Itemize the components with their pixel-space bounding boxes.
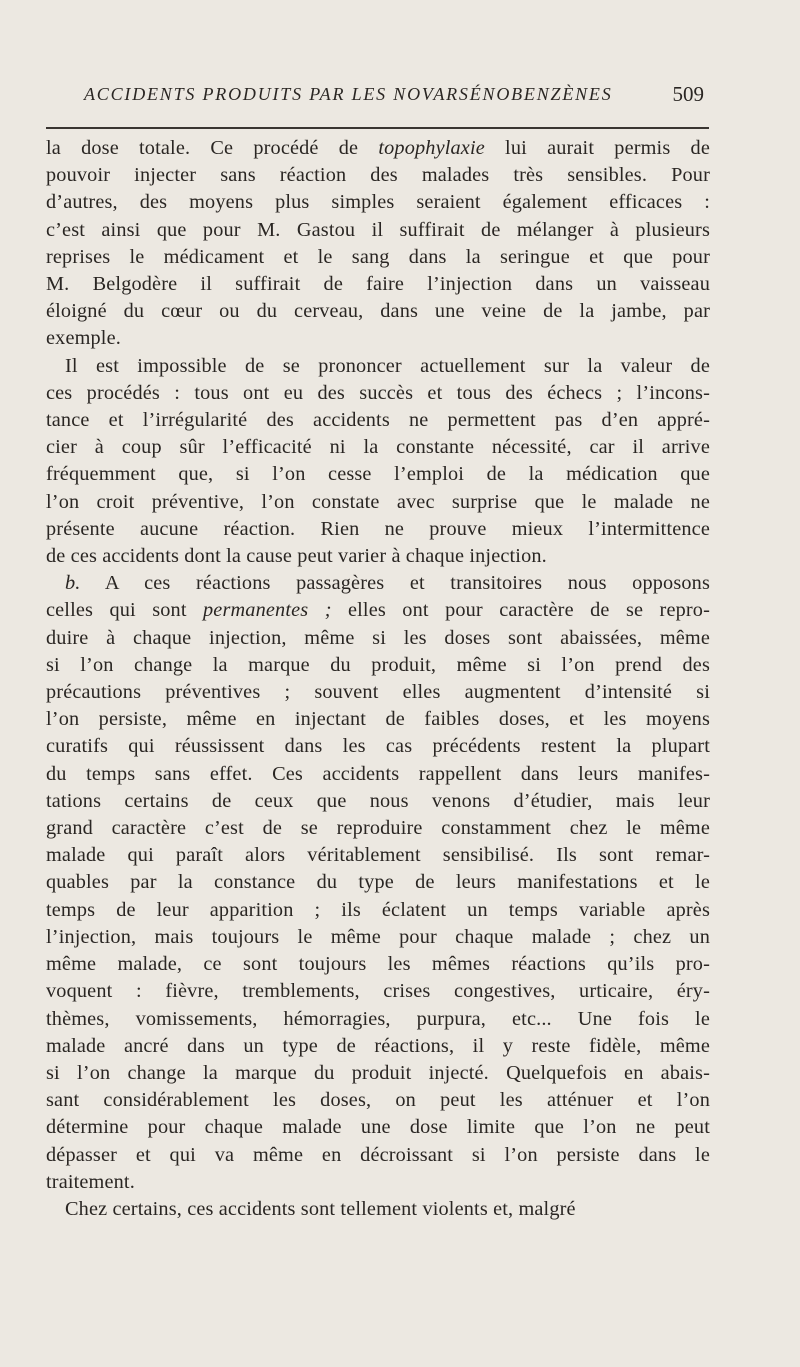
line-text: tance et l’irrégularité des accidents ne permettent pas d’en appré- xyxy=(46,409,710,432)
line-text: exemple. xyxy=(46,327,121,350)
text-line xyxy=(46,461,710,488)
text-line xyxy=(46,897,710,924)
text-line xyxy=(46,625,710,652)
text-line xyxy=(46,842,710,869)
line-text: tations certains de ceux que nous venons d’étudier, mais leur xyxy=(46,789,710,812)
text-line xyxy=(46,244,710,271)
line-text: malade ancré dans un type de réactions, il y reste fidèle, même xyxy=(46,1034,710,1057)
italic-text: b. xyxy=(65,572,81,595)
text-line xyxy=(46,1196,710,1223)
text-line xyxy=(46,761,710,788)
body-text xyxy=(46,135,710,1223)
header-rule xyxy=(46,127,709,129)
text-line xyxy=(46,1087,710,1114)
text-line xyxy=(46,189,710,216)
line-text: grand caractère c’est de se reproduire constamment chez le même xyxy=(46,817,710,840)
line-text: de ces accidents dont la cause peut varier à chaque injection. xyxy=(46,545,547,568)
line-text: sant considérablement les doses, on peut les atténuer et l’on xyxy=(46,1089,710,1112)
text-line xyxy=(46,1169,710,1196)
text-line xyxy=(46,1033,710,1060)
page-number: 509 xyxy=(672,82,704,106)
text-line xyxy=(46,1006,710,1033)
text-line xyxy=(46,353,710,380)
text-line xyxy=(46,978,710,1005)
text-line xyxy=(46,407,710,434)
line-text: celles qui sont xyxy=(46,599,204,622)
line-text: quables par la constance du type de leurs manifestations et le xyxy=(46,871,710,894)
line-text: duire à chaque injection, même si les doses sont abaissées, même xyxy=(46,626,710,649)
line-text: voquent : fièvre, tremblements, crises congestives, urticaire, éry- xyxy=(46,980,710,1003)
text-line xyxy=(46,516,710,543)
text-line xyxy=(46,924,710,951)
line-text: du temps sans effet. Ces accidents rappellent dans leurs manifes- xyxy=(46,762,710,785)
text-line xyxy=(46,1142,710,1169)
text-line xyxy=(46,951,710,978)
text-line xyxy=(46,597,710,624)
text-line xyxy=(46,271,710,298)
line-text: même malade, ce sont toujours les mêmes réactions qu’ils pro- xyxy=(46,953,710,976)
line-text: elles ont pour caractère de se repro- xyxy=(331,599,710,622)
line-text: la dose totale. Ce procédé de xyxy=(46,137,379,159)
text-line xyxy=(46,298,710,325)
line-text: curatifs qui réussissent dans les cas précédents restent la plupart xyxy=(46,735,710,758)
line-text: fréquemment que, si l’on cesse l’emploi de la médication que xyxy=(46,463,710,486)
text-line xyxy=(46,162,710,189)
text-line xyxy=(46,217,710,244)
text-line xyxy=(46,706,710,733)
line-text: pouvoir injecter sans réaction des malades très sensibles. Pour xyxy=(46,164,710,187)
line-text: temps de leur apparition ; ils éclatent un temps variable après xyxy=(46,898,710,921)
line-text: l’injection, mais toujours le même pour chaque malade ; chez un xyxy=(46,925,710,948)
text-line xyxy=(46,733,710,760)
line-text: ces procédés : tous ont eu des succès et tous des échecs ; l’incons- xyxy=(46,381,710,404)
text-line xyxy=(46,434,710,461)
line-text: l’on persiste, même en injectant de faibles doses, et les moyens xyxy=(46,708,710,731)
line-text: l’on croit préventive, l’on constate avec surprise que le malade ne xyxy=(46,490,710,513)
line-text: malade qui paraît alors véritablement sensibilisé. Ils sont remar- xyxy=(46,844,710,867)
line-text: Chez certains, ces accidents sont tellement violents et, malgré xyxy=(65,1197,576,1220)
line-text: d’autres, des moyens plus simples seraient également efficaces : xyxy=(46,191,710,214)
text-line xyxy=(46,135,710,162)
text-line xyxy=(46,1114,710,1141)
text-line xyxy=(46,570,710,597)
line-text: A ces réactions passagères et transitoires nous opposons xyxy=(80,572,710,595)
line-text: c’est ainsi que pour M. Gastou il suffirait de mélanger à plusieurs xyxy=(46,218,710,241)
line-text: Il est impossible de se prononcer actuellement sur la valeur de xyxy=(65,354,710,377)
text-line xyxy=(46,788,710,815)
line-text: M. Belgodère il suffirait de faire l’injection dans un vaisseau xyxy=(46,273,710,296)
line-text: si l’on change la marque du produit injecté. Quelquefois en abais- xyxy=(46,1061,710,1084)
line-text: présente aucune réaction. Rien ne prouve mieux l’intermittence xyxy=(46,517,710,540)
line-text: éloigné du cœur ou du cerveau, dans une veine de la jambe, par xyxy=(46,300,710,323)
text-line xyxy=(46,679,710,706)
text-line xyxy=(46,815,710,842)
text-line xyxy=(46,652,710,679)
running-title: ACCIDENTS PRODUITS PAR LES NOVARSÉNOBENZÈNES xyxy=(84,84,613,104)
line-text: reprises le médicament et le sang dans la seringue et que pour xyxy=(46,245,710,268)
text-line xyxy=(46,869,710,896)
line-text: lui aurait permis de xyxy=(484,137,710,159)
line-text: thèmes, vomissements, hémorragies, purpura, etc... Une fois le xyxy=(46,1007,710,1030)
line-text: cier à coup sûr l’efficacité ni la constante nécessité, car il arrive xyxy=(46,436,710,459)
line-text: détermine pour chaque malade une dose limite que l’on ne peut xyxy=(46,1116,710,1139)
line-text: traitement. xyxy=(46,1170,135,1193)
italic-text: topophylaxie xyxy=(378,137,485,159)
text-line xyxy=(46,1060,710,1087)
italic-text: permanentes ; xyxy=(203,599,332,622)
line-text: dépasser et qui va même en décroissant si l’on persiste dans le xyxy=(46,1143,710,1166)
text-line xyxy=(46,380,710,407)
text-line xyxy=(46,489,710,516)
text-line xyxy=(46,543,710,570)
line-text: si l’on change la marque du produit, même si l’on prend des xyxy=(46,653,710,676)
text-line xyxy=(46,325,710,352)
line-text: précautions préventives ; souvent elles augmentent d’intensité si xyxy=(46,681,710,704)
